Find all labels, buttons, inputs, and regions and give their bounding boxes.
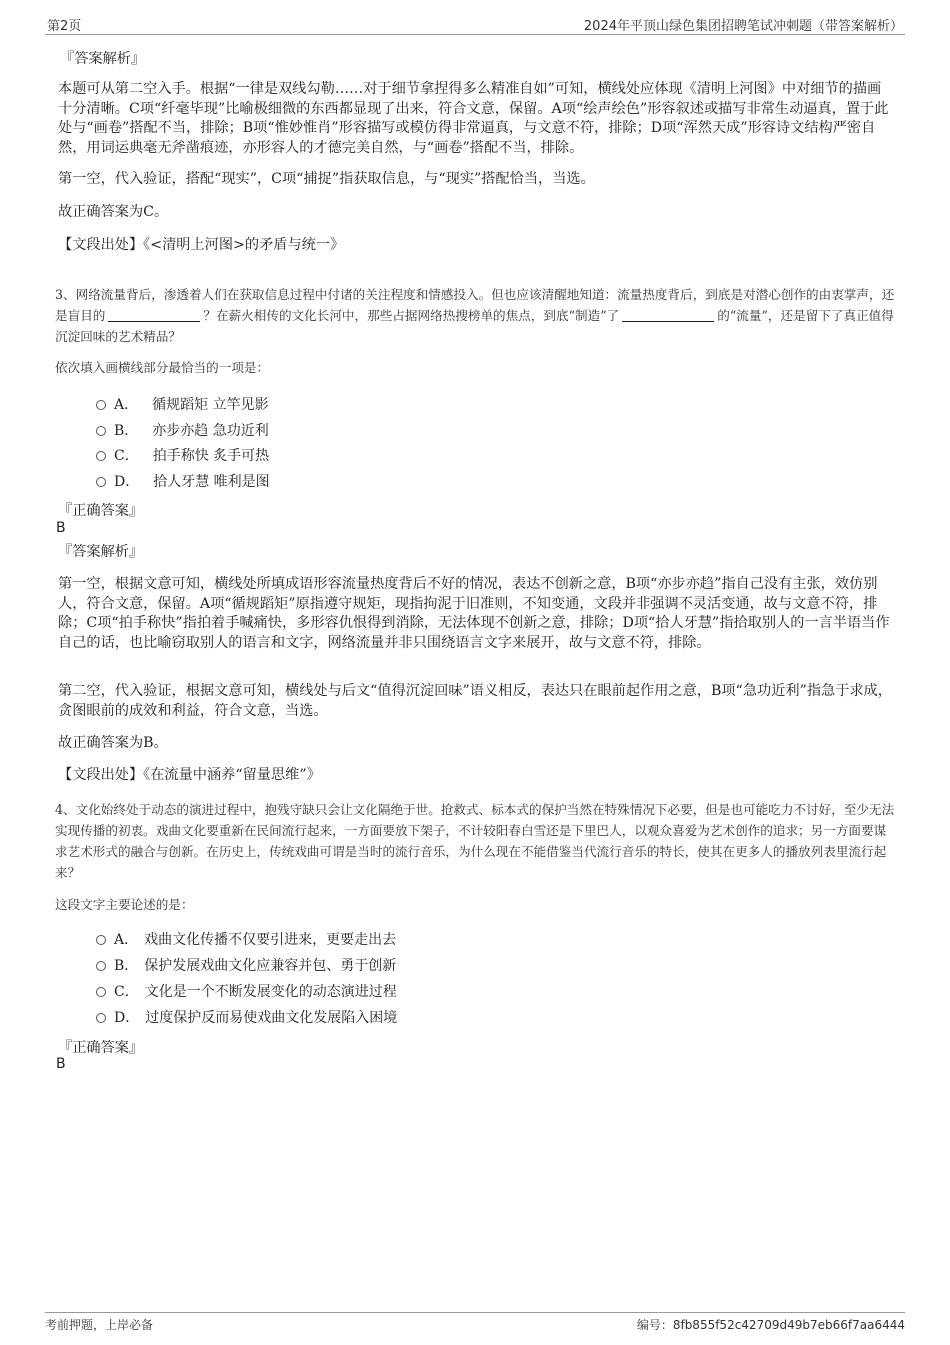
radio-icon[interactable] [96,1013,106,1023]
radio-icon[interactable] [96,477,106,487]
radio-icon[interactable] [96,961,106,971]
radio-icon[interactable] [96,935,106,945]
document-title: 2024年平顶山绿色集团招聘笔试冲刺题（带答案解析） [583,19,903,34]
correct-answer: B [56,1056,66,1072]
option-d[interactable]: D． 拾人牙慧 唯利是图 [96,473,270,491]
source-citation: 【文段出处】《在流量中涵养“留量思维”》 [58,767,321,783]
analysis-paragraph: 第一空，根据文意可知，横线处所填成语形容流量热度背后不好的情况，表达不创新之意，B项“亦步亦趋”指自己没有主张，效仿别人，符合文意，保留。A项“循规蹈矩”原指遵守规矩，现指拘泥于旧准则，不知变通，文段并非强调不灵活变通，故与文意不符，排除；C项“拍手称快”指拍着手喊痛快，多形容仇恨得到消除，无法体现不创新之意，排除；D项“拾人牙慧”指拾取别人的一言半语当作自己的话，也比喻窃取别人的语言和文字，网络流量并非只围绕语言文字来展开，故与文意不符，排除。 [58,576,890,651]
question-4-stem: 4、文化始终处于动态的演进过程中，抱残守缺只会让文化隔绝于世。抢救式、标本式的保护当然在特殊情况下必要，但是也可能吃力不讨好，至少无法实现传播的初衷。戏曲文化要重新在民间流行起来，一方面要放下架子，不计较阳春白雪还是下里巴人，以观众喜爱为艺术创作的追求；另一方面要谋求艺术形式的融合与创新。在历史上，传统戏曲可谓是当时的流行音乐，为什么现在不能借鉴当代流行音乐的特长，使其在更多人的播放列表里流行起来？ [55,802,895,880]
option-a[interactable]: A． 戏曲文化传播不仅要引进来，更要走出去 [96,931,396,949]
analysis-conclusion: 故正确答案为B。 [58,735,168,751]
option-d[interactable]: D． 过度保护反而易使戏曲文化发展陷入困境 [96,1009,397,1027]
analysis-paragraph: 本题可从第二空入手。根据“一律是双线勾勒……对于细节拿捏得多么精准自如”可知，横线处应体现《清明上河图》中对细节的描画十分清晰。C项“纤毫毕现”比喻极细微的东西都显现了出来，符合文意，保留。A项“绘声绘色”形容叙述或描写非常生动逼真，置于此处与“画卷”搭配不当，排除；B项“惟妙惟肖”形容描写或模仿得非常逼真，与文意不符，排除；D项“浑然天成”形容诗文结构严密自然，用词运典毫无斧凿痕迹，亦形容人的才德完美自然，与“画卷”搭配不当，排除。 [58,81,889,156]
option-a[interactable]: A． 循规蹈矩 立竿见影 [96,396,269,414]
question-4-prompt: 这段文字主要论述的是： [55,897,194,912]
analysis-label: 『答案解析』 [60,51,146,67]
document-id: 编号：8fb855f52c42709d49b7eb66f7aa6444 [636,1318,905,1332]
radio-icon[interactable] [96,987,106,997]
analysis-conclusion: 故正确答案为C。 [58,204,169,220]
option-b[interactable]: B． 亦步亦趋 急功近利 [96,422,269,440]
analysis-paragraph: 第一空，代入验证，搭配“现实”，C项“捕捉”指获取信息，与“现实”搭配恰当，当选。 [58,171,595,187]
question-3-prompt: 依次填入画横线部分最恰当的一项是： [55,360,270,375]
fill-blank [108,309,200,322]
source-citation: 【文段出处】《<清明上河图>的矛盾与统一》 [58,237,345,253]
radio-icon[interactable] [96,400,106,410]
correct-answer-label: 『正确答案』 [58,503,144,519]
radio-icon[interactable] [96,426,106,436]
page-footer [45,1312,905,1335]
fill-blank [622,309,714,322]
page-number: 第2页 [47,19,82,34]
correct-answer: B [56,520,66,536]
analysis-paragraph: 第二空，代入验证，根据文意可知，横线处与后文“值得沉淀回味”语义相反，表达只在眼前起作用之意，B项“急功近利”指急于求成，贪图眼前的成效和利益，符合文意，当选。 [58,683,892,719]
page-header [45,14,905,35]
footer-slogan: 考前押题，上岸必备 [45,1318,154,1332]
question-3-stem: 3、网络流量背后，渗透着人们在获取信息过程中付诸的关注程度和情感投入。但也应该清醒地知道：流量热度背后，到底是对潜心创作的由衷掌声，还是盲目的 ？在薪火相传的文化长河中，那些占据网络热搜榜单的焦点，到底“制造”了 的“流量”，还是留下了真正值得沉淀回味的艺术精品？ [55,287,895,344]
option-b[interactable]: B． 保护发展戏曲文化应兼容并包、勇于创新 [96,957,396,975]
option-c[interactable]: C． 拍手称快 炙手可热 [96,447,269,465]
option-c[interactable]: C． 文化是一个不断发展变化的动态演进过程 [96,983,397,1001]
radio-icon[interactable] [96,451,106,461]
correct-answer-label: 『正确答案』 [58,1040,144,1056]
analysis-label: 『答案解析』 [58,544,144,560]
